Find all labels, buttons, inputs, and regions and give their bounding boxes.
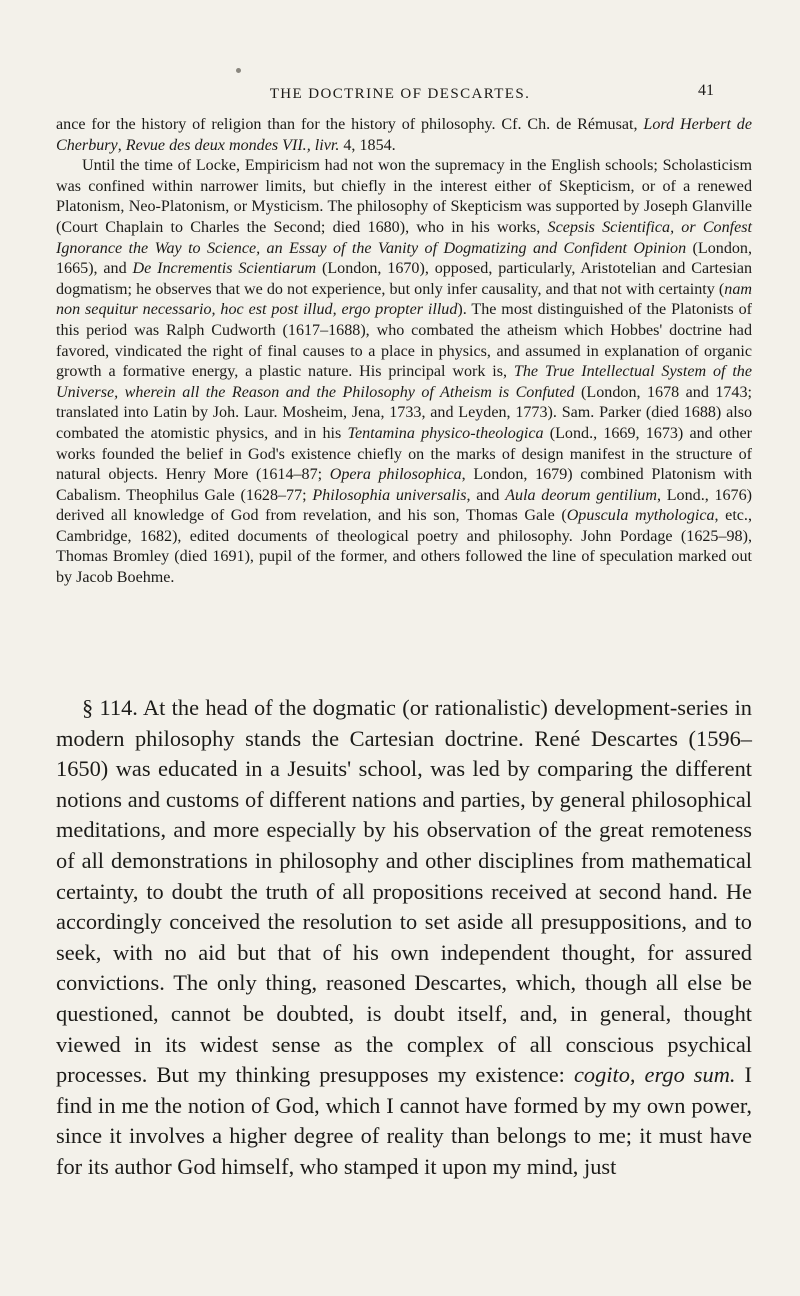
text-run: I find in me the notion of God, which I cannot have formed by my own power, since it involves a higher degree of reality than belongs to me; it must have for its author God himself, who stamped it upon my mind, just: [56, 1062, 753, 1179]
text-run: ance for the history of religion than for the history of philosophy. Cf. Ch. de Rémusat,: [56, 116, 644, 133]
text-run: (London, 1665), and: [56, 239, 752, 278]
text-run-italic: Aula deorum gentilium: [505, 486, 657, 504]
ink-speck: [236, 68, 241, 73]
text-run-italic: The True Intellectual System of the Universe, wherein all the Reason and the Philosophy of Atheism is Confuted: [56, 363, 752, 401]
text-run: ,: [117, 136, 126, 154]
footnote-block: [56, 115, 752, 589]
text-run-italic: Revue des deux mondes VII., livr.: [125, 136, 340, 154]
text-run: 4, 1854.: [339, 136, 396, 154]
text-run-italic: Lord Herbert de Cherbury: [56, 116, 752, 154]
section-paragraph: [56, 693, 752, 1183]
text-run: (London, 1670), opposed, particularly, Aristotelian and Cartesian dogmatism; he observes that we do not experience, but only infer causality, and that not with certainty (: [56, 260, 753, 298]
text-run: , Lond., 1676) derived all knowledge of God from revelation, and his son, Thomas Gale (: [56, 486, 753, 525]
text-run-italic: Opuscula mythologica: [566, 507, 715, 525]
text-run-italic: cogito, ergo sum.: [573, 1062, 736, 1088]
text-run-italic: Tentamina physico-theologica: [347, 424, 544, 442]
text-run: (London, 1678 and 1743; translated into Latin by Joh. Laur. Mosheim, Jena, 1733, and Leyden, 1773). Sam. Parker (died 1688) also combated the atomistic physics, and in his: [56, 383, 752, 442]
text-run: (Lond., 1669, 1673) and other works founded the belief in God's existence chiefly on the marks of design manifest in the structure of natural objects. Henry More (1614–87;: [56, 424, 752, 484]
text-run-italic: Scepsis Scientifica, or Confest Ignorance the Way to Science, an Essay of the Vanity of Dogmatizing and Confident Opinion: [56, 218, 753, 257]
text-run: , London, 1679) combined Platonism with Cabalism. Theophilus Gale (1628–77;: [56, 466, 753, 504]
text-run-italic: Philosophia universalis: [312, 486, 467, 504]
text-run: ). The most distinguished of the Platonists of this period was Ralph Cudworth (1617–1688), who combated the atheism which Hobbes' doctrine had favored, vindicated the right of final causes to a place in physics, and assumed in explanation of organic growth a formative energy, a plastic nature. His principal work is,: [56, 301, 752, 381]
section-marker: § 114.: [82, 695, 143, 720]
text-run-italic: De Incrementis Scientiarum: [132, 260, 317, 278]
footnote-paragraph: [56, 156, 752, 588]
text-run: At the head of the dogmatic (or rationalistic) development-series in modern philosophy stands the Cartesian doctrine. René Descartes (1596–1650) was educated in a Jesuits' school, was led by comparing the different notions and customs of different nations and parties, by general philosophical meditations, and more especially by his observation of the great remoteness of all demonstrations in philosophy and other disciplines from mathematical certainty, to doubt the truth of all propositions received at second hand. He accordingly conceived the resolution to set aside all presuppositions, and to seek, with no aid but that of his own independent thought, for assured convictions. The only thing, reasoned Descartes, which, though all else be questioned, cannot be doubted, is doubt itself, and, in general, thought viewed in its widest sense as the complex of all conscious psychical processes. But my thinking presupposes my existence:: [56, 695, 752, 1088]
running-title: THE DOCTRINE OF DESCARTES.: [269, 86, 531, 102]
main-text-block: [56, 693, 752, 1183]
text-run: , etc., Cambridge, 1682), edited documents of theological poetry and philosophy. John Pordage (1625–98), Thomas Bromley (died 1691), pupil of the former, and others followed the line of speculation marked out by Jacob Boehme.: [56, 507, 752, 587]
text-run: Until the time of Locke, Empiricism had not won the supremacy in the English schools; Scholasticism was confined within narrower limits, but chiefly in the interest either of Skepticism, or of a renewed Platonism, Neo-Platonism, or Mysticism. The philosophy of Skepticism was supported by Joseph Glanville (Court Chaplain to Charles the Second; died 1680), who in his works,: [56, 157, 752, 236]
page-number: 41: [698, 82, 714, 99]
text-run-italic: Opera philosophica: [329, 466, 462, 484]
text-run: , and: [466, 486, 506, 504]
text-run-italic: nam non sequitur necessario, hoc est post illud, ergo propter illud: [56, 280, 752, 319]
footnote-paragraph-continued: [56, 115, 752, 156]
